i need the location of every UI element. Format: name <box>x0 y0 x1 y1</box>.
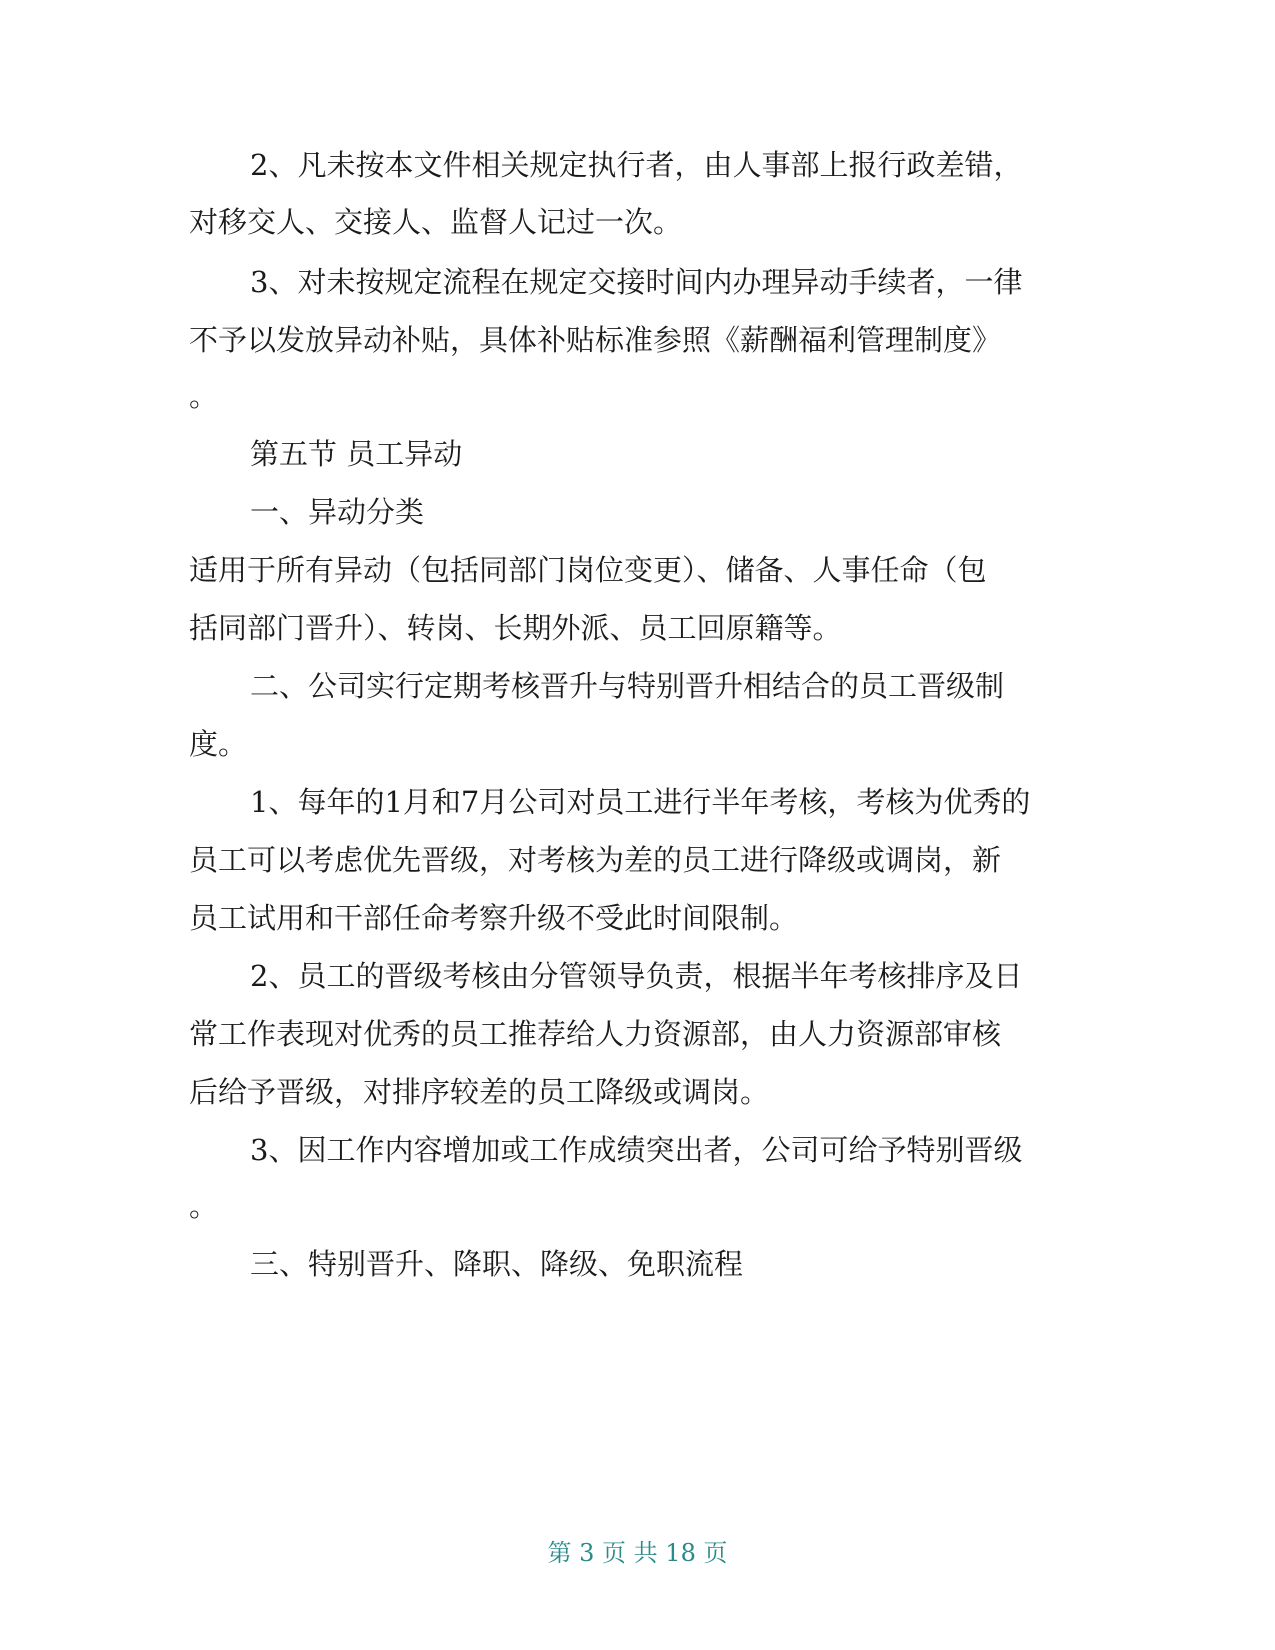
subsection-heading: 三、特别晋升、降职、降级、免职流程 <box>250 1247 744 1281</box>
section-heading: 第五节 员工异动 <box>250 437 463 471</box>
text-line: 员工试用和干部任命考察升级不受此时间限制。 <box>189 901 799 935</box>
subsection-heading: 二、公司实行定期考核晋升与特别晋升相结合的员工晋级制 <box>250 669 1005 703</box>
text-line: 常工作表现对优秀的员工推荐给人力资源部，由人力资源部审核 <box>189 1017 1002 1051</box>
text-line: 2、员工的晋级考核由分管领导负责，根据半年考核排序及日 <box>250 959 1023 993</box>
subsection-heading: 一、异动分类 <box>250 495 425 529</box>
text-line: 1、每年的1月和7月公司对员工进行半年考核，考核为优秀的 <box>250 785 1031 819</box>
text-line: 2、凡未按本文件相关规定执行者，由人事部上报行政差错， <box>250 148 1023 182</box>
text-line: 度。 <box>189 727 248 761</box>
text-line: 。 <box>189 1189 219 1223</box>
text-line: 不予以发放异动补贴，具体补贴标准参照《薪酬福利管理制度》 <box>189 323 1002 357</box>
text-line: 员工可以考虑优先晋级，对考核为差的员工进行降级或调岗，新 <box>189 843 1002 877</box>
text-line: 3、对未按规定流程在规定交接时间内办理异动手续者，一律 <box>250 265 1023 299</box>
page-number-footer: 第 3 页 共 18 页 <box>547 1539 728 1567</box>
text-line: 对移交人、交接人、监督人记过一次。 <box>189 205 683 239</box>
text-line: 3、因工作内容增加或工作成绩突出者，公司可给予特别晋级 <box>250 1133 1023 1167</box>
text-line: 括同部门晋升）、转岗、长期外派、员工回原籍等。 <box>189 611 842 645</box>
text-line: 后给予晋级，对排序较差的员工降级或调岗。 <box>189 1075 770 1109</box>
text-line: 适用于所有异动（包括同部门岗位变更）、储备、人事任命（包 <box>189 553 987 587</box>
text-line: 。 <box>189 379 219 413</box>
